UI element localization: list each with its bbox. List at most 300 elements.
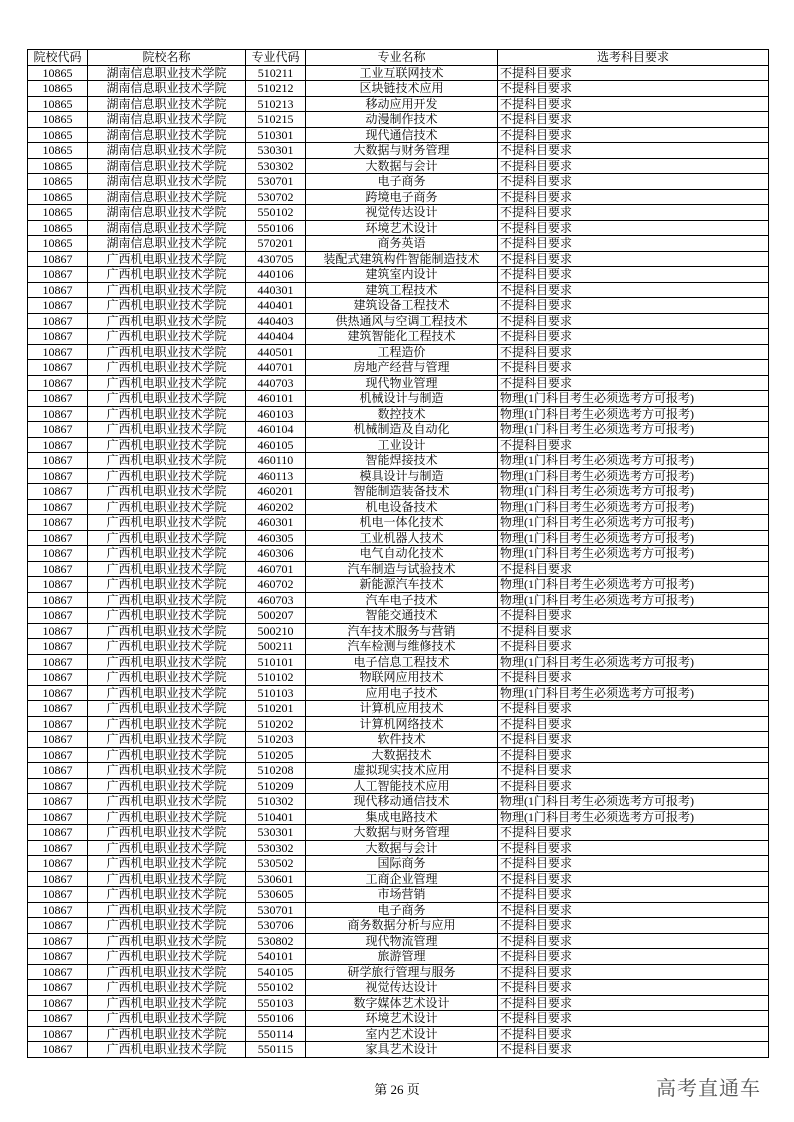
cell-school-name: 广西机电职业技术学院 (88, 577, 246, 593)
cell-major-code: 530302 (246, 158, 306, 174)
cell-major-name: 工程造价 (306, 344, 498, 360)
cell-school-name: 湖南信息职业技术学院 (88, 189, 246, 205)
cell-major-name: 工商企业管理 (306, 871, 498, 887)
cell-subject-requirement: 物理(1门科目考生必须选考方可报考) (498, 592, 769, 608)
cell-school-code: 10867 (28, 360, 88, 376)
cell-major-code: 440401 (246, 298, 306, 314)
cell-school-code: 10867 (28, 639, 88, 655)
cell-school-name: 广西机电职业技术学院 (88, 406, 246, 422)
cell-school-code: 10867 (28, 825, 88, 841)
cell-major-name: 大数据与会计 (306, 840, 498, 856)
cell-major-code: 460101 (246, 391, 306, 407)
cell-major-name: 现代通信技术 (306, 127, 498, 143)
cell-school-name: 广西机电职业技术学院 (88, 685, 246, 701)
table-row (28, 592, 769, 608)
table-row (28, 189, 769, 205)
cell-school-code: 10867 (28, 515, 88, 531)
table-row (28, 406, 769, 422)
table-row (28, 964, 769, 980)
cell-school-code: 10867 (28, 902, 88, 918)
cell-major-name: 市场营销 (306, 887, 498, 903)
cell-school-name: 广西机电职业技术学院 (88, 856, 246, 872)
cell-school-code: 10867 (28, 484, 88, 500)
cell-school-name: 广西机电职业技术学院 (88, 840, 246, 856)
cell-major-code: 460202 (246, 499, 306, 515)
cell-major-code: 530605 (246, 887, 306, 903)
cell-major-name: 视觉传达设计 (306, 980, 498, 996)
cell-school-name: 广西机电职业技术学院 (88, 375, 246, 391)
cell-subject-requirement: 物理(1门科目考生必须选考方可报考) (498, 530, 769, 546)
table-row (28, 484, 769, 500)
table-row (28, 639, 769, 655)
cell-subject-requirement: 不提科目要求 (498, 561, 769, 577)
cell-major-name: 机电一体化技术 (306, 515, 498, 531)
cell-school-name: 广西机电职业技术学院 (88, 282, 246, 298)
table-row (28, 391, 769, 407)
cell-major-code: 530601 (246, 871, 306, 887)
table-row (28, 887, 769, 903)
table-row (28, 530, 769, 546)
cell-school-name: 广西机电职业技术学院 (88, 871, 246, 887)
cell-school-code: 10867 (28, 840, 88, 856)
table-row (28, 453, 769, 469)
table-row (28, 716, 769, 732)
cell-major-code: 460703 (246, 592, 306, 608)
cell-major-code: 510215 (246, 112, 306, 128)
table-row (28, 313, 769, 329)
cell-school-name: 广西机电职业技术学院 (88, 251, 246, 267)
cell-school-code: 10865 (28, 96, 88, 112)
cell-subject-requirement: 物理(1门科目考生必须选考方可报考) (498, 468, 769, 484)
cell-major-name: 环境艺术设计 (306, 1011, 498, 1027)
cell-subject-requirement: 不提科目要求 (498, 701, 769, 717)
cell-major-code: 530706 (246, 918, 306, 934)
cell-school-code: 10865 (28, 143, 88, 159)
table-row (28, 995, 769, 1011)
cell-school-name: 湖南信息职业技术学院 (88, 127, 246, 143)
cell-subject-requirement: 不提科目要求 (498, 329, 769, 345)
table-row (28, 282, 769, 298)
cell-major-code: 510212 (246, 81, 306, 97)
cell-school-code: 10867 (28, 375, 88, 391)
cell-subject-requirement: 物理(1门科目考生必须选考方可报考) (498, 391, 769, 407)
header-major-code: 专业代码 (246, 50, 306, 66)
table-row (28, 825, 769, 841)
cell-major-name: 现代物业管理 (306, 375, 498, 391)
cell-major-code: 430705 (246, 251, 306, 267)
cell-major-name: 建筑室内设计 (306, 267, 498, 283)
cell-subject-requirement: 不提科目要求 (498, 763, 769, 779)
cell-major-code: 550106 (246, 220, 306, 236)
cell-subject-requirement: 不提科目要求 (498, 778, 769, 794)
cell-school-name: 广西机电职业技术学院 (88, 1026, 246, 1042)
table-row (28, 220, 769, 236)
table-row (28, 980, 769, 996)
cell-major-code: 440404 (246, 329, 306, 345)
table-row (28, 778, 769, 794)
cell-major-code: 550115 (246, 1042, 306, 1058)
cell-subject-requirement: 不提科目要求 (498, 918, 769, 934)
table-row (28, 701, 769, 717)
cell-major-name: 软件技术 (306, 732, 498, 748)
cell-major-code: 530701 (246, 902, 306, 918)
cell-major-name: 新能源汽车技术 (306, 577, 498, 593)
cell-major-code: 540105 (246, 964, 306, 980)
cell-school-name: 湖南信息职业技术学院 (88, 96, 246, 112)
cell-major-name: 商务数据分析与应用 (306, 918, 498, 934)
cell-major-code: 530701 (246, 174, 306, 190)
cell-school-name: 广西机电职业技术学院 (88, 995, 246, 1011)
table-row (28, 143, 769, 159)
cell-school-name: 广西机电职业技术学院 (88, 701, 246, 717)
cell-school-code: 10865 (28, 205, 88, 221)
cell-school-code: 10867 (28, 856, 88, 872)
cell-major-code: 510213 (246, 96, 306, 112)
cell-subject-requirement: 不提科目要求 (498, 236, 769, 252)
cell-subject-requirement: 不提科目要求 (498, 205, 769, 221)
cell-major-name: 物联网应用技术 (306, 670, 498, 686)
cell-major-code: 510401 (246, 809, 306, 825)
cell-major-name: 汽车检测与维修技术 (306, 639, 498, 655)
cell-school-name: 广西机电职业技术学院 (88, 298, 246, 314)
cell-school-name: 广西机电职业技术学院 (88, 1042, 246, 1058)
cell-school-name: 广西机电职业技术学院 (88, 530, 246, 546)
cell-school-code: 10867 (28, 964, 88, 980)
header-row (28, 50, 769, 66)
cell-school-code: 10865 (28, 112, 88, 128)
table-row (28, 329, 769, 345)
table-row (28, 360, 769, 376)
cell-major-code: 530301 (246, 143, 306, 159)
table-row (28, 267, 769, 283)
cell-school-code: 10867 (28, 887, 88, 903)
cell-major-name: 建筑设备工程技术 (306, 298, 498, 314)
cell-school-code: 10867 (28, 251, 88, 267)
cell-subject-requirement: 不提科目要求 (498, 174, 769, 190)
cell-major-code: 510302 (246, 794, 306, 810)
cell-subject-requirement: 不提科目要求 (498, 437, 769, 453)
table-row (28, 1026, 769, 1042)
cell-school-name: 湖南信息职业技术学院 (88, 143, 246, 159)
cell-major-code: 510203 (246, 732, 306, 748)
cell-subject-requirement: 物理(1门科目考生必须选考方可报考) (498, 422, 769, 438)
table-row (28, 577, 769, 593)
cell-major-name: 数控技术 (306, 406, 498, 422)
cell-school-code: 10867 (28, 530, 88, 546)
cell-subject-requirement: 不提科目要求 (498, 902, 769, 918)
cell-major-name: 大数据技术 (306, 747, 498, 763)
table-row (28, 763, 769, 779)
cell-major-name: 视觉传达设计 (306, 205, 498, 221)
cell-major-name: 计算机应用技术 (306, 701, 498, 717)
cell-school-name: 广西机电职业技术学院 (88, 933, 246, 949)
cell-subject-requirement: 不提科目要求 (498, 375, 769, 391)
table-row (28, 174, 769, 190)
table-row (28, 344, 769, 360)
cell-school-name: 广西机电职业技术学院 (88, 794, 246, 810)
cell-major-code: 500211 (246, 639, 306, 655)
cell-subject-requirement: 不提科目要求 (498, 298, 769, 314)
cell-school-code: 10867 (28, 701, 88, 717)
cell-school-code: 10867 (28, 1042, 88, 1058)
cell-major-name: 模具设计与制造 (306, 468, 498, 484)
cell-subject-requirement: 不提科目要求 (498, 964, 769, 980)
cell-subject-requirement: 不提科目要求 (498, 112, 769, 128)
cell-subject-requirement: 不提科目要求 (498, 747, 769, 763)
cell-major-code: 530302 (246, 840, 306, 856)
cell-major-name: 虚拟现实技术应用 (306, 763, 498, 779)
cell-major-name: 旅游管理 (306, 949, 498, 965)
cell-subject-requirement: 不提科目要求 (498, 189, 769, 205)
cell-school-name: 广西机电职业技术学院 (88, 902, 246, 918)
cell-major-name: 建筑工程技术 (306, 282, 498, 298)
cell-subject-requirement: 不提科目要求 (498, 220, 769, 236)
cell-subject-requirement: 不提科目要求 (498, 980, 769, 996)
cell-school-name: 广西机电职业技术学院 (88, 561, 246, 577)
cell-major-code: 440703 (246, 375, 306, 391)
cell-subject-requirement: 物理(1门科目考生必须选考方可报考) (498, 453, 769, 469)
cell-school-code: 10867 (28, 1011, 88, 1027)
header-school-name: 院校名称 (88, 50, 246, 66)
cell-major-code: 460201 (246, 484, 306, 500)
cell-school-name: 广西机电职业技术学院 (88, 825, 246, 841)
cell-school-code: 10867 (28, 546, 88, 562)
cell-school-code: 10867 (28, 949, 88, 965)
cell-school-code: 10867 (28, 453, 88, 469)
cell-school-code: 10867 (28, 1026, 88, 1042)
table-row (28, 468, 769, 484)
table-row (28, 298, 769, 314)
cell-major-code: 460305 (246, 530, 306, 546)
table-row (28, 809, 769, 825)
cell-major-code: 530301 (246, 825, 306, 841)
cell-major-code: 500207 (246, 608, 306, 624)
cell-school-name: 广西机电职业技术学院 (88, 716, 246, 732)
cell-major-code: 460702 (246, 577, 306, 593)
cell-major-name: 装配式建筑构件智能制造技术 (306, 251, 498, 267)
cell-subject-requirement: 不提科目要求 (498, 1011, 769, 1027)
cell-school-name: 广西机电职业技术学院 (88, 980, 246, 996)
cell-major-name: 移动应用开发 (306, 96, 498, 112)
table-row (28, 96, 769, 112)
cell-subject-requirement: 物理(1门科目考生必须选考方可报考) (498, 484, 769, 500)
cell-subject-requirement: 不提科目要求 (498, 732, 769, 748)
cell-subject-requirement: 不提科目要求 (498, 1026, 769, 1042)
cell-major-name: 智能制造装备技术 (306, 484, 498, 500)
cell-school-code: 10867 (28, 809, 88, 825)
header-subject-requirement: 选考科目要求 (498, 50, 769, 66)
cell-subject-requirement: 物理(1门科目考生必须选考方可报考) (498, 546, 769, 562)
cell-major-code: 510103 (246, 685, 306, 701)
table-row (28, 949, 769, 965)
cell-subject-requirement: 不提科目要求 (498, 871, 769, 887)
cell-school-name: 广西机电职业技术学院 (88, 468, 246, 484)
cell-school-code: 10867 (28, 406, 88, 422)
cell-subject-requirement: 不提科目要求 (498, 1042, 769, 1058)
cell-school-name: 广西机电职业技术学院 (88, 515, 246, 531)
cell-major-code: 500210 (246, 623, 306, 639)
cell-subject-requirement: 物理(1门科目考生必须选考方可报考) (498, 515, 769, 531)
page-number: 第 26 页 (374, 1082, 420, 1097)
cell-school-name: 广西机电职业技术学院 (88, 654, 246, 670)
cell-major-code: 530702 (246, 189, 306, 205)
cell-major-code: 550106 (246, 1011, 306, 1027)
cell-school-code: 10867 (28, 763, 88, 779)
cell-school-code: 10867 (28, 267, 88, 283)
cell-school-code: 10867 (28, 391, 88, 407)
cell-subject-requirement: 不提科目要求 (498, 995, 769, 1011)
cell-major-code: 440301 (246, 282, 306, 298)
cell-major-code: 440403 (246, 313, 306, 329)
table-row (28, 375, 769, 391)
table-row (28, 871, 769, 887)
cell-major-code: 510205 (246, 747, 306, 763)
table-row (28, 515, 769, 531)
table-row (28, 251, 769, 267)
table-row (28, 840, 769, 856)
cell-major-name: 数字媒体艺术设计 (306, 995, 498, 1011)
cell-school-name: 广西机电职业技术学院 (88, 391, 246, 407)
cell-subject-requirement: 物理(1门科目考生必须选考方可报考) (498, 654, 769, 670)
cell-major-code: 440501 (246, 344, 306, 360)
table-row (28, 623, 769, 639)
cell-major-code: 460110 (246, 453, 306, 469)
cell-major-name: 人工智能技术应用 (306, 778, 498, 794)
cell-school-code: 10867 (28, 794, 88, 810)
cell-school-name: 广西机电职业技术学院 (88, 670, 246, 686)
cell-school-name: 广西机电职业技术学院 (88, 360, 246, 376)
cell-major-name: 电子商务 (306, 174, 498, 190)
cell-subject-requirement: 不提科目要求 (498, 282, 769, 298)
cell-school-name: 广西机电职业技术学院 (88, 778, 246, 794)
cell-school-name: 广西机电职业技术学院 (88, 437, 246, 453)
cell-subject-requirement: 不提科目要求 (498, 825, 769, 841)
cell-school-code: 10867 (28, 871, 88, 887)
cell-major-name: 智能焊接技术 (306, 453, 498, 469)
cell-major-name: 国际商务 (306, 856, 498, 872)
table-row (28, 732, 769, 748)
header-major-name: 专业名称 (306, 50, 498, 66)
cell-school-name: 广西机电职业技术学院 (88, 949, 246, 965)
table-row (28, 422, 769, 438)
cell-subject-requirement: 物理(1门科目考生必须选考方可报考) (498, 809, 769, 825)
major-requirements-table (27, 49, 769, 1058)
cell-school-name: 湖南信息职业技术学院 (88, 81, 246, 97)
cell-subject-requirement: 不提科目要求 (498, 608, 769, 624)
cell-major-code: 510102 (246, 670, 306, 686)
cell-subject-requirement: 不提科目要求 (498, 127, 769, 143)
cell-major-code: 510202 (246, 716, 306, 732)
cell-school-code: 10865 (28, 127, 88, 143)
table-row (28, 437, 769, 453)
cell-major-name: 机械制造及自动化 (306, 422, 498, 438)
cell-major-code: 460105 (246, 437, 306, 453)
cell-major-name: 家具艺术设计 (306, 1042, 498, 1058)
cell-major-name: 研学旅行管理与服务 (306, 964, 498, 980)
cell-major-name: 商务英语 (306, 236, 498, 252)
cell-school-code: 10867 (28, 298, 88, 314)
cell-major-code: 460701 (246, 561, 306, 577)
cell-major-code: 510208 (246, 763, 306, 779)
cell-major-code: 440106 (246, 267, 306, 283)
cell-school-name: 广西机电职业技术学院 (88, 887, 246, 903)
cell-subject-requirement: 不提科目要求 (498, 840, 769, 856)
cell-subject-requirement: 不提科目要求 (498, 639, 769, 655)
cell-major-code: 550102 (246, 205, 306, 221)
cell-school-code: 10865 (28, 65, 88, 81)
cell-major-name: 区块链技术应用 (306, 81, 498, 97)
cell-major-code: 460103 (246, 406, 306, 422)
cell-school-code: 10867 (28, 732, 88, 748)
cell-major-name: 动漫制作技术 (306, 112, 498, 128)
cell-school-code: 10865 (28, 174, 88, 190)
table-row (28, 794, 769, 810)
cell-subject-requirement: 不提科目要求 (498, 158, 769, 174)
cell-school-name: 广西机电职业技术学院 (88, 546, 246, 562)
header-school-code: 院校代码 (28, 50, 88, 66)
cell-school-name: 湖南信息职业技术学院 (88, 205, 246, 221)
brand-watermark: 高考直通车 (656, 1078, 761, 1100)
cell-subject-requirement: 不提科目要求 (498, 623, 769, 639)
cell-school-code: 10867 (28, 670, 88, 686)
table-row (28, 127, 769, 143)
cell-subject-requirement: 不提科目要求 (498, 96, 769, 112)
cell-major-code: 550103 (246, 995, 306, 1011)
cell-school-name: 广西机电职业技术学院 (88, 964, 246, 980)
cell-major-code: 540101 (246, 949, 306, 965)
cell-school-code: 10867 (28, 778, 88, 794)
cell-school-code: 10867 (28, 577, 88, 593)
cell-school-code: 10867 (28, 468, 88, 484)
cell-school-code: 10867 (28, 918, 88, 934)
table-row (28, 933, 769, 949)
table-row (28, 1042, 769, 1058)
cell-major-name: 工业机器人技术 (306, 530, 498, 546)
cell-school-name: 广西机电职业技术学院 (88, 499, 246, 515)
cell-major-code: 550114 (246, 1026, 306, 1042)
cell-major-code: 460113 (246, 468, 306, 484)
cell-major-name: 汽车电子技术 (306, 592, 498, 608)
cell-school-name: 湖南信息职业技术学院 (88, 65, 246, 81)
cell-school-code: 10867 (28, 654, 88, 670)
cell-subject-requirement: 不提科目要求 (498, 716, 769, 732)
cell-major-name: 现代移动通信技术 (306, 794, 498, 810)
cell-school-name: 广西机电职业技术学院 (88, 592, 246, 608)
cell-major-code: 510209 (246, 778, 306, 794)
cell-school-code: 10867 (28, 499, 88, 515)
cell-school-code: 10867 (28, 716, 88, 732)
cell-major-name: 工业设计 (306, 437, 498, 453)
cell-subject-requirement: 不提科目要求 (498, 251, 769, 267)
cell-subject-requirement: 不提科目要求 (498, 949, 769, 965)
table-body (28, 65, 769, 1057)
table-row (28, 65, 769, 81)
table-row (28, 856, 769, 872)
cell-subject-requirement: 不提科目要求 (498, 670, 769, 686)
cell-school-name: 广西机电职业技术学院 (88, 747, 246, 763)
cell-subject-requirement: 物理(1门科目考生必须选考方可报考) (498, 499, 769, 515)
cell-major-code: 510301 (246, 127, 306, 143)
cell-school-code: 10865 (28, 81, 88, 97)
cell-school-name: 广西机电职业技术学院 (88, 732, 246, 748)
cell-school-code: 10865 (28, 236, 88, 252)
cell-school-name: 广西机电职业技术学院 (88, 639, 246, 655)
table-row (28, 670, 769, 686)
cell-school-name: 广西机电职业技术学院 (88, 329, 246, 345)
cell-school-code: 10865 (28, 189, 88, 205)
cell-major-code: 510101 (246, 654, 306, 670)
table-row (28, 112, 769, 128)
